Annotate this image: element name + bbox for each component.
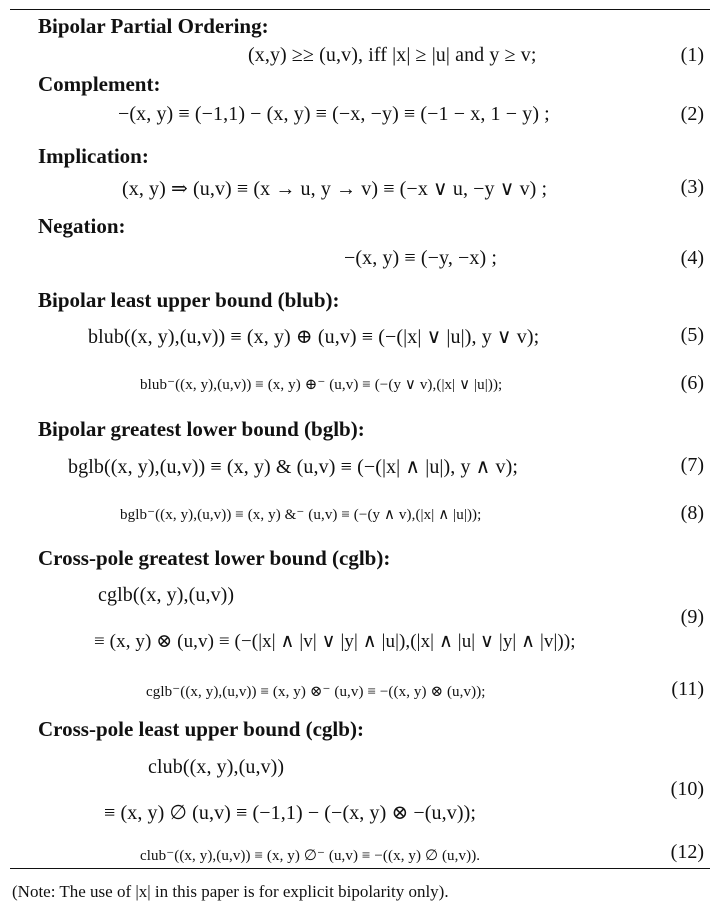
heading-implication: Implication: <box>38 144 149 168</box>
equation-number-8: (8) <box>680 502 704 524</box>
heading-club: Cross-pole least upper bound (cglb): <box>38 717 364 741</box>
equation-number-2: (2) <box>680 103 704 125</box>
equation-3: (x, y) ⇒ (u,v) ≡ (x → u, y → v) ≡ (−x ∨ u, −y ∨ v) ; <box>122 178 548 200</box>
equation-12: club⁻((x, y),(u,v)) ≡ (x, y) ∅⁻ (u,v) ≡ −((x, y) ∅ (u,v)). <box>140 848 481 864</box>
equation-11: cglb⁻((x, y),(u,v)) ≡ (x, y) ⊗⁻ (u,v) ≡ −((x, y) ⊗ (u,v)); <box>146 684 486 700</box>
equation-number-6: (6) <box>680 372 704 394</box>
equation-number-1: (1) <box>680 44 704 66</box>
equation-9-line-2: ≡ (x, y) ⊗ (u,v) ≡ (−(|x| ∧ |v| ∨ |y| ∧ |u|),(|x| ∧ |u| ∨ |y| ∧ |v|)); <box>94 631 576 652</box>
heading-cglb: Cross-pole greatest lower bound (cglb): <box>38 546 391 570</box>
equation-2: −(x, y) ≡ (−1,1) − (x, y) ≡ (−x, −y) ≡ (−1 − x, 1 − y) ; <box>118 103 550 125</box>
heading-blub: Bipolar least upper bound (blub): <box>38 288 340 312</box>
equation-1: (x,y) ≥≥ (u,v), iff |x| ≥ |u| and y ≥ v; <box>248 44 537 66</box>
bottom-rule <box>10 868 710 869</box>
equation-8: bglb⁻((x, y),(u,v)) ≡ (x, y) &⁻ (u,v) ≡ (−(y ∧ v),(|x| ∧ |u|)); <box>120 507 482 523</box>
heading-partial-ordering: Bipolar Partial Ordering: <box>38 14 269 38</box>
heading-bglb: Bipolar greatest lower bound (bglb): <box>38 417 365 441</box>
heading-complement: Complement: <box>38 72 161 96</box>
top-rule <box>10 9 710 10</box>
equation-10-line-2: ≡ (x, y) ∅ (u,v) ≡ (−1,1) − (−(x, y) ⊗ −(u,v)); <box>104 802 477 824</box>
equation-number-9: (9) <box>680 606 704 628</box>
equation-number-3: (3) <box>680 176 704 198</box>
equation-number-4: (4) <box>680 247 704 269</box>
equation-9-line-1: cglb((x, y),(u,v)) <box>98 584 235 606</box>
table-note: (Note: The use of |x| in this paper is for explicit bipolarity only). <box>12 882 449 901</box>
equation-7: bglb((x, y),(u,v)) ≡ (x, y) & (u,v) ≡ (−(|x| ∧ |u|), y ∧ v); <box>68 456 519 478</box>
equation-10-line-1: club((x, y),(u,v)) <box>148 756 285 778</box>
equation-6: blub⁻((x, y),(u,v)) ≡ (x, y) ⊕⁻ (u,v) ≡ (−(y ∨ v),(|x| ∨ |u|)); <box>140 377 503 393</box>
equation-number-10: (10) <box>670 778 704 800</box>
equation-number-7: (7) <box>680 454 704 476</box>
equation-number-5: (5) <box>680 324 704 346</box>
heading-negation: Negation: <box>38 214 126 238</box>
equation-number-11: (11) <box>671 678 704 700</box>
equation-5: blub((x, y),(u,v)) ≡ (x, y) ⊕ (u,v) ≡ (−(|x| ∨ |u|), y ∨ v); <box>88 326 540 348</box>
equation-4: −(x, y) ≡ (−y, −x) ; <box>344 247 498 269</box>
equation-number-12: (12) <box>670 841 704 863</box>
